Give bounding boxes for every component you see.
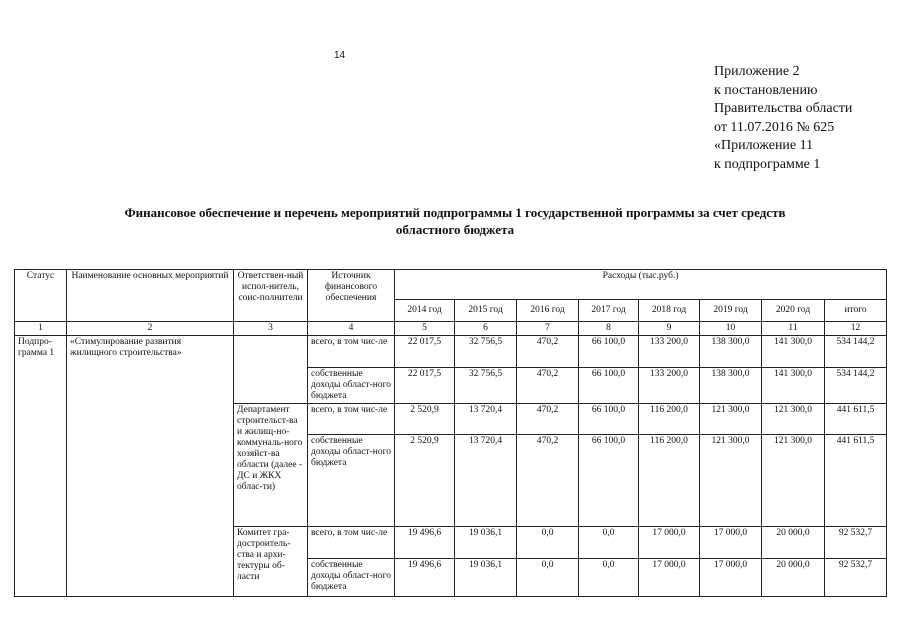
value-cell: 0,0	[517, 527, 579, 559]
value-cell: 133 200,0	[639, 336, 700, 368]
value-cell: 66 100,0	[579, 404, 639, 435]
value-cell: 121 300,0	[700, 435, 762, 527]
column-number: 7	[517, 322, 579, 336]
column-number: 2	[67, 322, 234, 336]
value-cell: 17 000,0	[700, 559, 762, 597]
header-status: Статус	[15, 270, 67, 322]
column-number: 5	[395, 322, 455, 336]
document-title	[40, 204, 870, 238]
activity-name-cell: «Стимулирование развития жилищного строительства»	[67, 336, 234, 597]
value-cell: 470,2	[517, 336, 579, 368]
value-cell: 141 300,0	[762, 368, 825, 404]
column-number: 9	[639, 322, 700, 336]
value-cell: 20 000,0	[762, 527, 825, 559]
appendix-line: Правительства области	[714, 101, 853, 116]
value-cell: 66 100,0	[579, 336, 639, 368]
value-cell: 133 200,0	[639, 368, 700, 404]
value-cell: 92 532,7	[825, 527, 887, 559]
value-cell: 470,2	[517, 368, 579, 404]
appendix-line: «Приложение 11	[714, 138, 814, 153]
value-cell: 66 100,0	[579, 368, 639, 404]
executor-cell: Департамент строительст-ва и жилищ-но-коммуналь-ного хозяйст-ва области (далее - ДС и ЖКХ облас-ти)	[234, 404, 308, 527]
header-year: 2014 год	[395, 300, 455, 322]
value-cell: 13 720,4	[455, 404, 517, 435]
value-cell: 0,0	[579, 527, 639, 559]
value-cell: 441 611,5	[825, 404, 887, 435]
value-cell: 66 100,0	[579, 435, 639, 527]
column-number: 4	[308, 322, 395, 336]
value-cell: 17 000,0	[700, 527, 762, 559]
column-number: 11	[762, 322, 825, 336]
source-cell: собственные доходы област-ного бюджета	[308, 435, 395, 527]
value-cell: 22 017,5	[395, 336, 455, 368]
page-number: 14	[334, 50, 346, 61]
column-number: 10	[700, 322, 762, 336]
appendix-block	[714, 63, 852, 174]
header-year: 2019 год	[700, 300, 762, 322]
value-cell: 534 144,2	[825, 368, 887, 404]
column-number: 12	[825, 322, 887, 336]
value-cell: 121 300,0	[700, 404, 762, 435]
value-cell: 116 200,0	[639, 404, 700, 435]
value-cell: 470,2	[517, 404, 579, 435]
value-cell: 19 036,1	[455, 527, 517, 559]
value-cell: 2 520,9	[395, 404, 455, 435]
value-cell: 0,0	[579, 559, 639, 597]
value-cell: 0,0	[517, 559, 579, 597]
source-cell: всего, в том чис-ле	[308, 527, 395, 559]
value-cell: 32 756,5	[455, 336, 517, 368]
header-year: 2015 год	[455, 300, 517, 322]
value-cell: 32 756,5	[455, 368, 517, 404]
financing-table	[14, 269, 887, 597]
source-cell: собственные доходы област-ного бюджета	[308, 559, 395, 597]
source-cell: собственные доходы област-ного бюджета	[308, 368, 395, 404]
executor-cell	[234, 336, 308, 404]
value-cell: 116 200,0	[639, 435, 700, 527]
header-name: Наименование основных мероприятий	[67, 270, 234, 322]
appendix-line: к подпрограмме 1	[714, 156, 821, 172]
value-cell: 121 300,0	[762, 404, 825, 435]
value-cell: 2 520,9	[395, 435, 455, 527]
column-number: 1	[15, 322, 67, 336]
value-cell: 17 000,0	[639, 559, 700, 597]
source-cell: всего, в том чис-ле	[308, 336, 395, 368]
value-cell: 22 017,5	[395, 368, 455, 404]
header-expenses: Расходы (тыс.руб.)	[395, 270, 887, 300]
appendix-line: Приложение 2	[714, 64, 800, 79]
value-cell: 13 720,4	[455, 435, 517, 527]
value-cell: 92 532,7	[825, 559, 887, 597]
value-cell: 141 300,0	[762, 336, 825, 368]
header-year: 2016 год	[517, 300, 579, 322]
source-cell: всего, в том чис-ле	[308, 404, 395, 435]
value-cell: 534 144,2	[825, 336, 887, 368]
value-cell: 19 036,1	[455, 559, 517, 597]
value-cell: 19 496,6	[395, 559, 455, 597]
header-year: 2017 год	[579, 300, 639, 322]
header-source: Источник финансового обеспечения	[308, 270, 395, 322]
column-number: 3	[234, 322, 308, 336]
value-cell: 138 300,0	[700, 368, 762, 404]
value-cell: 138 300,0	[700, 336, 762, 368]
value-cell: 470,2	[517, 435, 579, 527]
value-cell: 121 300,0	[762, 435, 825, 527]
value-cell: 441 611,5	[825, 435, 887, 527]
value-cell: 20 000,0	[762, 559, 825, 597]
column-number: 8	[579, 322, 639, 336]
document-title-line: областного бюджета	[395, 222, 515, 237]
document-title-line: Финансовое обеспечение и перечень мероприятий подпрограммы 1 государственной программы за счет средств	[124, 205, 786, 220]
value-cell: 19 496,6	[395, 527, 455, 559]
header-year: 2018 год	[639, 300, 700, 322]
status-cell: Подпро-грамма 1	[15, 336, 67, 597]
header-total: итого	[825, 300, 887, 322]
header-year: 2020 год	[762, 300, 825, 322]
column-number: 6	[455, 322, 517, 336]
value-cell: 17 000,0	[639, 527, 700, 559]
appendix-line: к постановлению	[714, 82, 818, 98]
appendix-line: от 11.07.2016 № 625	[714, 119, 835, 135]
executor-cell: Комитет гра-достроитель-ства и архи-тектуры об-ласти	[234, 527, 308, 597]
header-executor: Ответствен-ный испол-нитель, соис-полнители	[234, 270, 308, 322]
